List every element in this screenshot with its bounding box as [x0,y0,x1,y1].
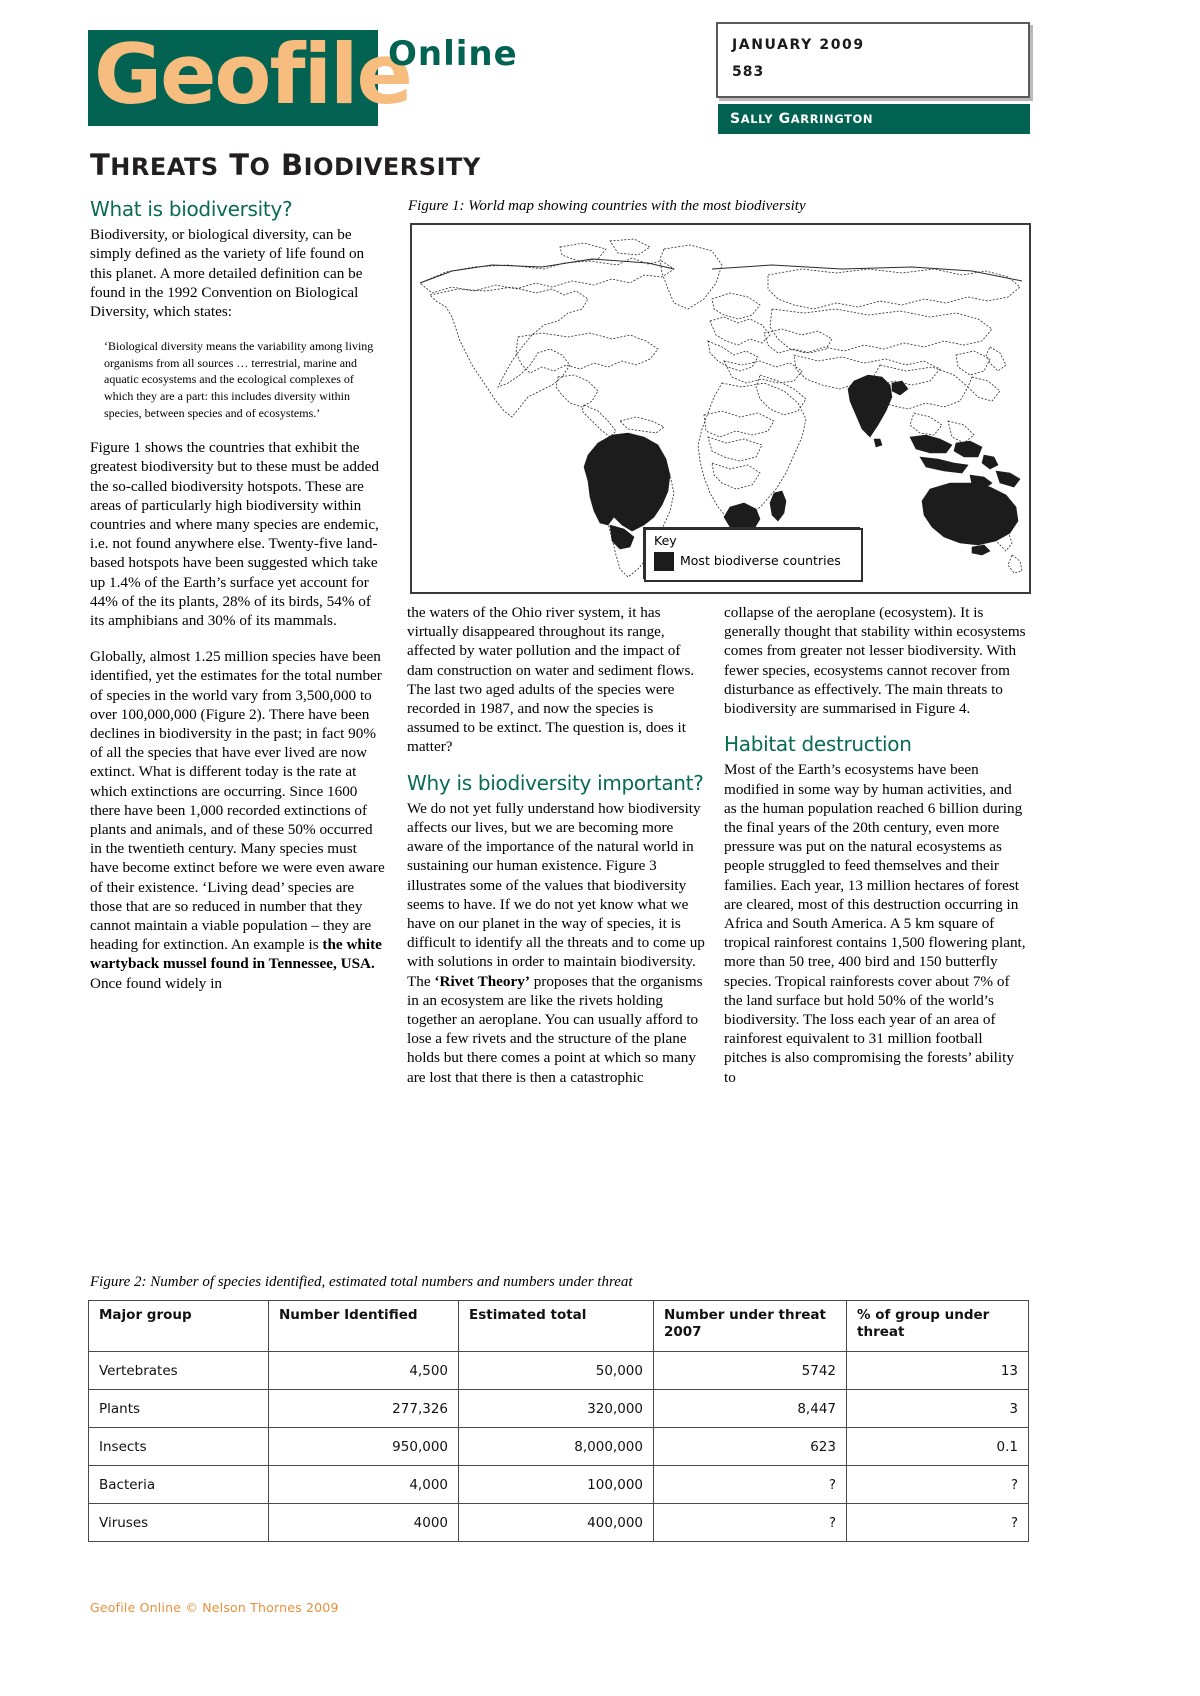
issue-box [716,22,1030,98]
cell-identified: 4,000 [269,1466,459,1504]
paragraph-definition: Biodiversity, or biological diversity, can be simply defined as the variety of life found on this planet. A more detailed definition can be found in the 1992 Convention on Biological Diversity, which states: [90,226,365,321]
logo-file-text: file [269,26,411,123]
table-row [89,1352,1029,1390]
masthead [88,22,1032,132]
heading-why-is-biodiversity-important: Why is biodiversity important? [407,770,704,795]
cell-percent: ? [847,1504,1029,1542]
table-header-row [89,1301,1029,1352]
col-header-number-under-threat: Number under threat 2007 [654,1301,847,1352]
paragraph-collapse-continued: collapse of the aeroplane (ecosystem). It is generally thought that stability within ecosystems comes from greater not lesser biodiversity. With fewer species, ecosystems cannot recover from disturbance as effectively. The main threats to biodiversity are summarised in Figure 4. [724,604,1026,718]
cell-estimated: 100,000 [459,1466,654,1504]
cell-threat: 623 [654,1428,847,1466]
paragraph-global-species-b: Once found widely in [90,974,223,992]
cell-identified: 277,326 [269,1390,459,1428]
cell-estimated: 50,000 [459,1352,654,1390]
paragraph-rivet-theory [407,799,707,1087]
cell-identified: 4000 [269,1504,459,1542]
author-bar [718,104,1030,134]
footer-copyright: Geofile Online © Nelson Thornes 2009 [90,1600,339,1615]
paragraph-rivet-theory-b: proposes that the organisms in an ecosystem are like the rivets holding together an aeroplane. You can usually afford to lose a few rivets and the structure of the plane holds but there comes a point at which so many are lost that there is then a catastrophic [407,972,703,1086]
paragraph-hotspots: Figure 1 shows the countries that exhibit the greatest biodiversity but to these must be added the so-called biodiversity hotspots. These are areas of particularly high biodiversity within countries and where many species are endemic, i.e. not found anywhere else. Twenty-five land-based hotspots have been suggested which take up 1.4% of the Earth’s surface yet account for 44% of the its plants, 28% of its birds, 54% of its amphibians and 30% of its mammals. [90,439,379,630]
cell-percent: 3 [847,1390,1029,1428]
key-swatch-most-biodiverse [654,552,674,571]
paragraph-rivet-theory-bold: ‘Rivet Theory’ [434,972,530,990]
heading-habitat-destruction: Habitat destruction [724,732,912,757]
paragraph-rivet-theory-a: We do not yet fully understand how biodiversity affects our lives, but we are becoming more aware of the importance of the natural world in sustaining our human existence. Figure 3 illustrates some of the values that biodiversity seems to have. If we do not yet know what we have on our planet in the way of species, it is difficult to identify all the threats and to come up with solutions in order to maintain biodiversity. The [407,799,705,990]
table-row [89,1466,1029,1504]
cell-threat: 8,447 [654,1390,847,1428]
cell-percent: 0.1 [847,1428,1029,1466]
paragraph-global-species-a: Globally, almost 1.25 million species have been identified, yet the estimates for the total number of species in the world vary from 3,500,000 to over 100,000,000 (Figure 2). There have been declines in biodiversity in the past; in fact 90% of all the species that have ever lived are now extinct. What is different today is the rate at which extinctions are occurring. Since 1600 there have been 1,000 recorded extinctions of plants and animals, and of these 50% occurred in the twentieth century. Many species must have become extinct before we were even aware of their existence. ‘Living dead’ species are those that are so reduced in number that they cannot maintain a viable population – they are heading for extinction. An example is [90,648,385,954]
cell-estimated: 400,000 [459,1504,654,1542]
col-header-major-group: Major group [89,1301,269,1352]
figure1-caption: Figure 1: World map showing countries with the most biodiversity [408,198,806,214]
author-name: SALLY GARRINGTON [730,111,874,127]
issue-number: 583 [732,64,765,80]
cell-group: Insects [89,1428,269,1466]
key-title: Key [654,533,677,548]
species-table [88,1300,1029,1542]
cell-threat: ? [654,1466,847,1504]
logo-online-text: Online [388,34,518,74]
paragraph-mussel-continued: the waters of the Ohio river system, it has virtually disappeared throughout its range, affected by water pollution and the impact of dam construction on water and sediment flows. The last two aged adults of the species were recorded in 1987, and now the species is assumed to be extinct. The question is, does it matter? [407,604,695,756]
heading-what-is-biodiversity: What is biodiversity? [90,197,293,221]
issue-date: JANUARY 2009 [732,37,865,53]
col-header-percent-under-threat: % of group under threat [847,1301,1029,1352]
cell-identified: 4,500 [269,1352,459,1390]
table-row [89,1504,1029,1542]
figure2-caption: Figure 2: Number of species identified, estimated total numbers and numbers under threat [90,1274,633,1290]
cell-group: Viruses [89,1504,269,1542]
cell-threat: ? [654,1504,847,1542]
column-two [407,603,707,1087]
logo-geo-text: Geo [94,26,270,123]
cell-percent: 13 [847,1352,1029,1390]
cell-group: Vertebrates [89,1352,269,1390]
table-row [89,1428,1029,1466]
cell-group: Plants [89,1390,269,1428]
blockquote-convention: ‘Biological diversity means the variability among living organisms from all sources … terrestrial, marine and aquatic ecosystems and the ecological complexes of which they are a part: this includes diversity within species, between species and of ecosystems.’ [104,339,374,420]
col-header-number-identified: Number Identified [269,1301,459,1352]
cell-percent: ? [847,1466,1029,1504]
paragraph-habitat-destruction: Most of the Earth’s ecosystems have been modified in some way by human activities, and as the human population reached 6 billion during the final years of the 20th century, even more pressure was put on the natural ecosystems as people struggled to feed themselves and their families. Each year, 13 million hectares of forest are cleared, most of this destruction occurring in Africa and South America. A 5 km square of tropical rainforest contains 1,500 flowering plant, more than 50 tree, 400 bird and 150 butterfly species. Tropical rainforests cover about 7% of the land surface but hold 50% of the world’s biodiversity. The loss each year of an area of rainforest equivalent to 31 million football pitches is also compromising the forests’ ability to [724,761,1026,1086]
paragraph-global-species-bold: the white wartyback mussel found in Tennessee, USA. [90,936,382,973]
column-three [724,603,1026,1087]
cell-group: Bacteria [89,1466,269,1504]
cell-estimated: 320,000 [459,1390,654,1428]
page-title: THREATS TO BIODIVERSITY [90,148,481,182]
key-label-most-biodiverse: Most biodiverse countries [680,553,841,568]
column-one [90,197,385,993]
figure1-key-box [644,528,863,582]
figure2-table-wrap [88,1300,1028,1542]
figure1-world-map [410,223,1031,594]
cell-threat: 5742 [654,1352,847,1390]
logo-wordmark [94,27,411,123]
cell-estimated: 8,000,000 [459,1428,654,1466]
table-body [89,1352,1029,1542]
cell-identified: 950,000 [269,1428,459,1466]
col-header-estimated-total: Estimated total [459,1301,654,1352]
paragraph-global-species [90,647,385,993]
table-row [89,1390,1029,1428]
